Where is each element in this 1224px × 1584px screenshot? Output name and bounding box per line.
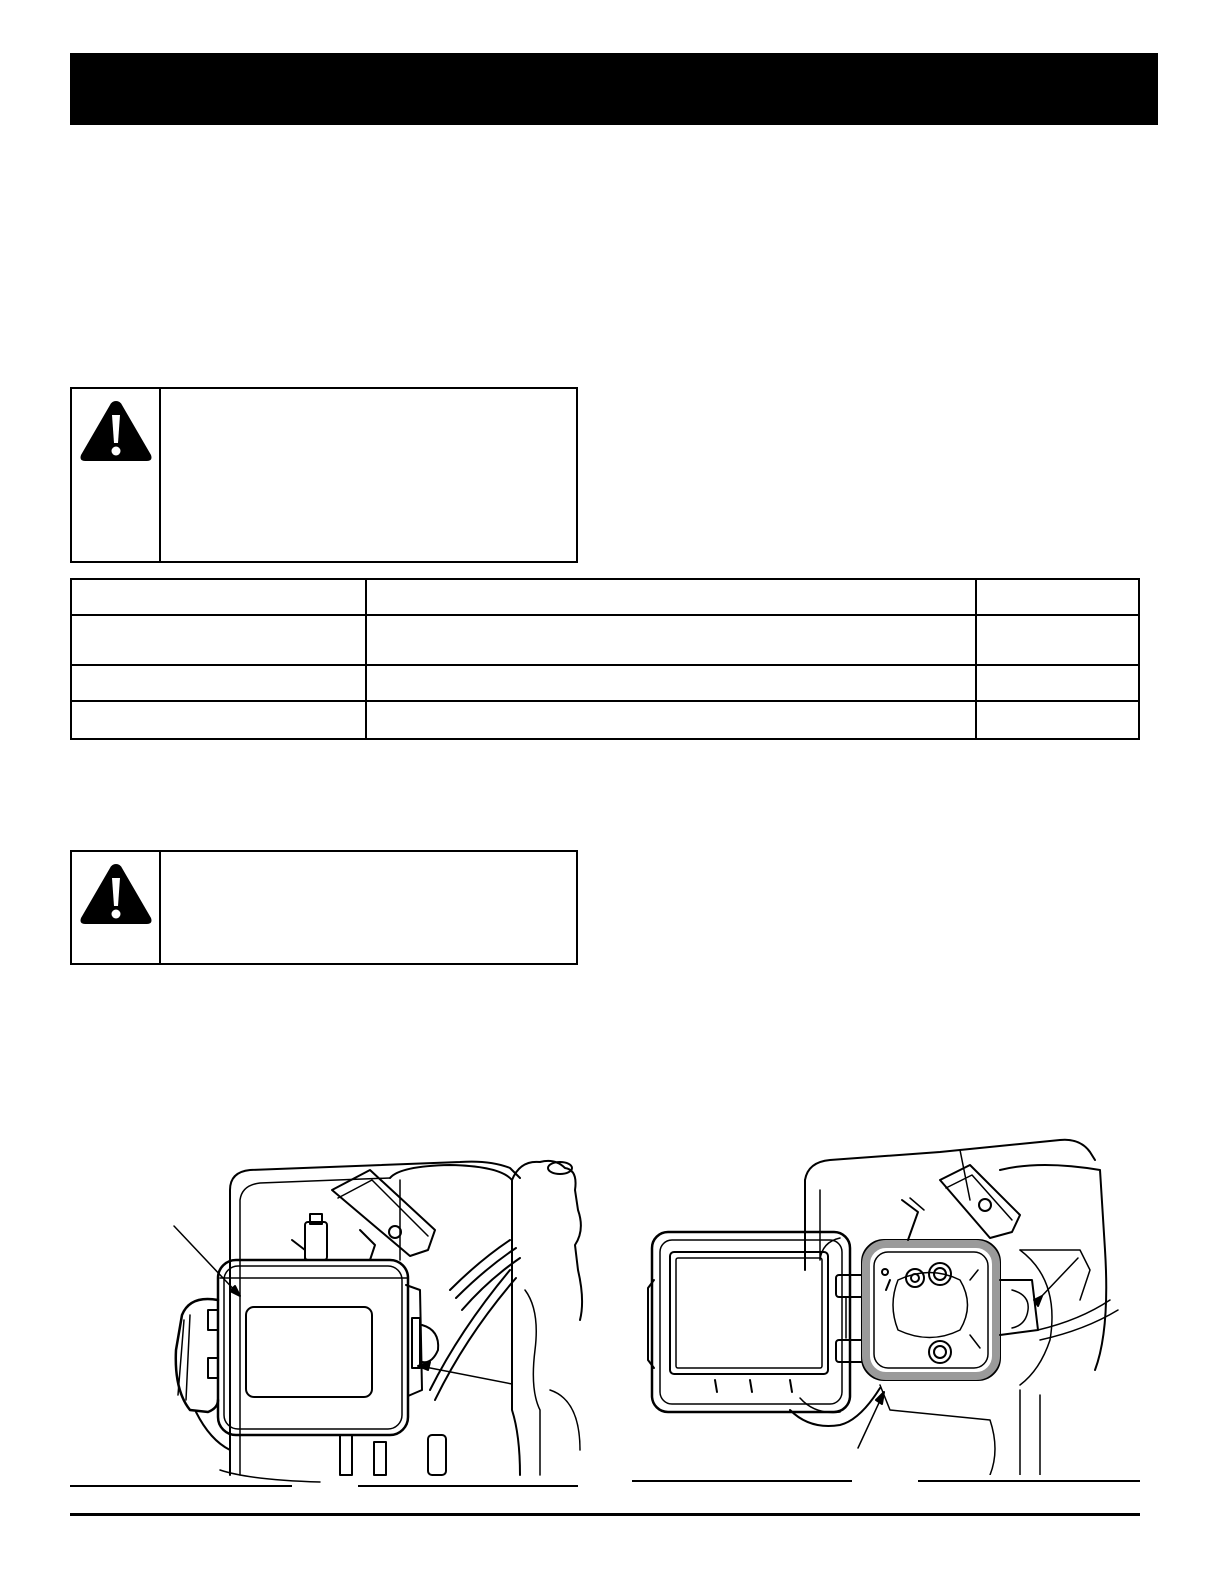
table-cell xyxy=(71,701,366,739)
warning-triangle-icon xyxy=(78,397,154,465)
table-cell xyxy=(976,701,1139,739)
table-row xyxy=(71,665,1139,701)
figure-1-caption xyxy=(292,1478,358,1492)
figure-2-caption-rule-right xyxy=(918,1480,1140,1482)
figure-2-caption xyxy=(852,1473,918,1487)
footer-rule xyxy=(70,1513,1140,1516)
warning-icon-cell xyxy=(72,852,161,963)
warning-box-2 xyxy=(70,850,578,965)
table-header-cell xyxy=(976,579,1139,615)
table-cell xyxy=(976,615,1139,665)
table-row xyxy=(71,701,1139,739)
table-cell xyxy=(976,665,1139,701)
maintenance-table xyxy=(70,578,1140,740)
figure-air-filter-cover-open xyxy=(640,1130,1120,1475)
figure-1-caption-rule-left xyxy=(70,1485,292,1487)
table-header-cell xyxy=(366,579,976,615)
table-cell xyxy=(366,701,976,739)
figure-air-filter-cover-closed xyxy=(160,1150,590,1485)
table-cell xyxy=(71,615,366,665)
table-cell xyxy=(71,665,366,701)
table-cell xyxy=(366,615,976,665)
figure-2-caption-rule-left xyxy=(632,1480,852,1482)
figure-1-caption-rule-right xyxy=(358,1485,578,1487)
warning-box-1 xyxy=(70,387,578,563)
table-cell xyxy=(366,665,976,701)
header-bar xyxy=(70,53,1158,125)
table-header-row xyxy=(71,579,1139,615)
table-row xyxy=(71,615,1139,665)
table-header-cell xyxy=(71,579,366,615)
warning-triangle-icon xyxy=(78,860,154,928)
warning-icon-cell xyxy=(72,389,161,561)
